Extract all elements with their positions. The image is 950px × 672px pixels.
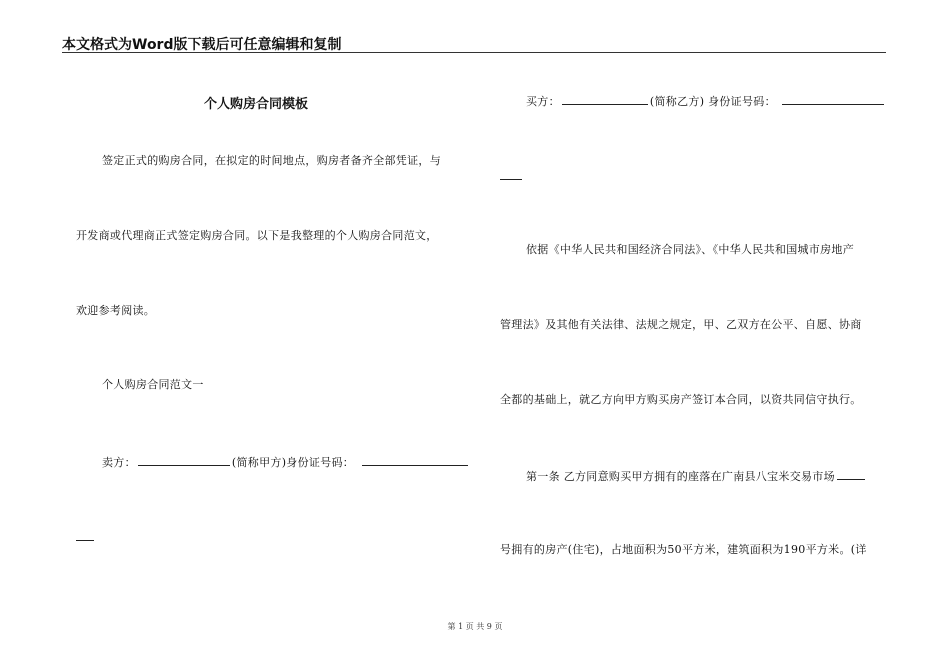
basis-line-2: 管理法》及其他有关法律、法规之规定，甲、乙双方在公平、自愿、协商 — [500, 318, 862, 331]
seller-id-blank — [362, 454, 468, 466]
buyer-name-blank — [562, 93, 648, 105]
buyer-line-continuation — [500, 168, 522, 184]
right-column — [500, 0, 890, 672]
article-1-text: 第一条 乙方同意购买甲方拥有的座落在广南县八宝米交易市场 — [526, 470, 835, 483]
seller-tail-blank — [76, 529, 94, 541]
basis-line-3: 全都的基础上，就乙方向甲方购买房产签订本合同，以资共同信守执行。 — [500, 393, 862, 406]
buyer-line — [526, 93, 884, 109]
paragraph-intro-line-1: 签定正式的购房合同，在拟定的时间地点，购房者备齐全部凭证，与 — [102, 154, 441, 167]
buyer-tail-blank — [500, 168, 522, 180]
seller-label: 卖方： — [102, 456, 136, 469]
section-subtitle: 个人购房合同范文一 — [102, 378, 204, 391]
seller-id-label: (简称甲方)身份证号码： — [231, 456, 355, 469]
document-title: 个人购房合同模板 — [204, 97, 309, 112]
basis-line-1: 依据《中华人民共和国经济合同法》、《中华人民共和国城市房地产 — [526, 243, 854, 256]
seller-line — [102, 454, 468, 470]
seller-line-continuation — [76, 529, 94, 545]
buyer-label: 买方： — [526, 95, 560, 108]
seller-name-blank — [138, 454, 230, 466]
article-1-line-1 — [526, 468, 865, 484]
article-1-blank — [837, 468, 865, 480]
left-column — [76, 0, 466, 672]
buyer-id-blank — [782, 93, 884, 105]
buyer-id-label: (简称乙方) 身份证号码： — [649, 95, 776, 108]
paragraph-intro-line-3: 欢迎参考阅读。 — [76, 304, 156, 317]
article-1-line-2: 号拥有的房产(住宅)，占地面积为50平方米，建筑面积为190平方米。(详 — [500, 543, 867, 556]
page-footer: 第 1 页 共 9 页 — [447, 622, 503, 631]
paragraph-intro-line-2: 开发商或代理商正式签定购房合同。以下是我整理的个人购房合同范文， — [76, 229, 438, 242]
header-text: 本文格式为Word版下载后可任意编辑和复制 — [62, 37, 342, 53]
